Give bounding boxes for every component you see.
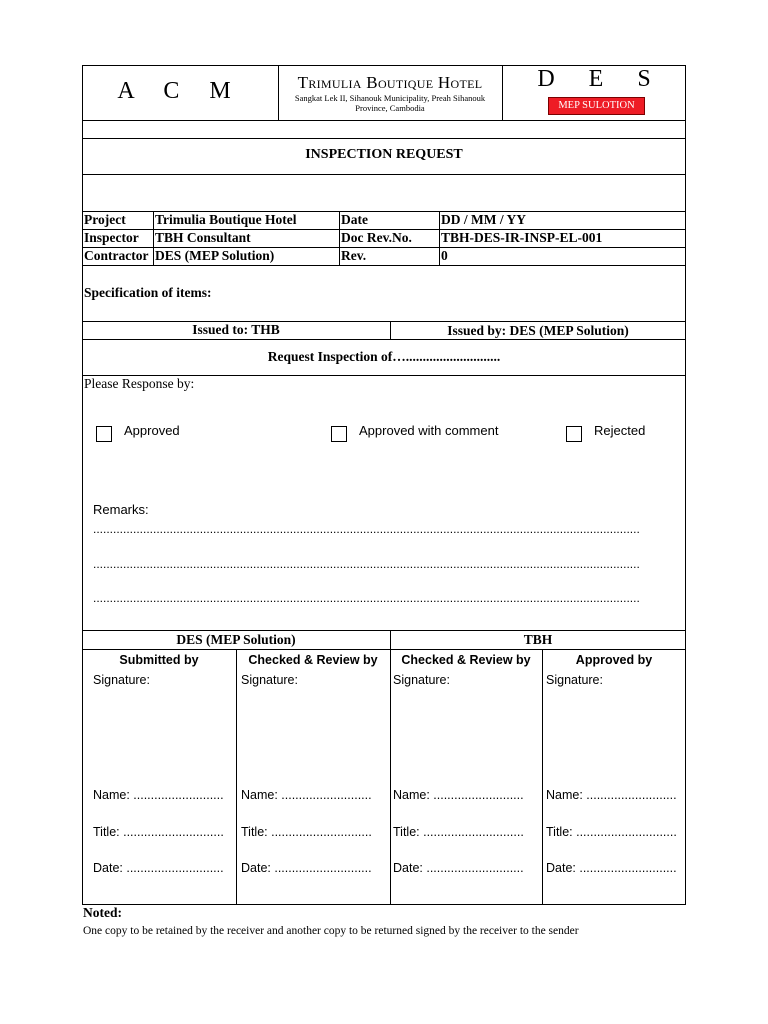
title-field[interactable]: Title: ............................. [241,825,372,839]
hotel-address-line1: Sangkat Lek II, Sihanouk Municipality, Preah Sihanouk [294,93,486,103]
name-field[interactable]: Name: .......................... [393,788,524,802]
signoff-party-des: DES (MEP Solution) [176,632,296,647]
submitted-by-heading: Submitted by [119,653,199,667]
date-value: DD / MM / YY [441,212,526,227]
approved-checkbox[interactable] [96,426,112,442]
rejected-option-label: Rejected [594,423,646,438]
issued-by: Issued by: DES (MEP Solution) [447,323,629,338]
date-field[interactable]: Date: ............................ [241,861,372,875]
response-prompt: Please Response by: [84,376,195,391]
rev-value: 0 [441,248,448,263]
title-bottom-line [82,174,686,175]
form-frame [82,65,686,905]
signature-label: Signature: [241,673,298,687]
rejected-checkbox[interactable] [566,426,582,442]
issued-bottom-line [82,339,686,340]
info-col-line-3 [439,211,440,265]
title-field[interactable]: Title: ............................. [393,825,524,839]
checked-review-heading: Checked & Review by [248,653,378,667]
name-field[interactable]: Name: .......................... [241,788,372,802]
remarks-line-2[interactable]: .................................................................................................................................................................... [93,557,640,571]
noted-text: One copy to be retained by the receiver and another copy to be returned signed by the receiver to the sender [83,925,579,937]
project-value: Trimulia Boutique Hotel [155,212,297,227]
checked-review-heading: Checked & Review by [401,653,531,667]
des-badge: MEP SULOTION [548,97,645,115]
approved-option-label: Approved [124,423,180,438]
date-field[interactable]: Date: ............................ [546,861,677,875]
project-label: Project [84,212,126,227]
signature-label: Signature: [93,673,150,687]
signature-label: Signature: [546,673,603,687]
hotel-name: Trimulia Boutique Hotel [297,73,483,92]
approved-with-comment-option-label: Approved with comment [359,423,499,438]
signoff-col-divider-3 [542,649,543,905]
approved-by-heading: Approved by [575,653,653,667]
request-inspection: Request Inspection of…............................ [267,349,501,364]
specification-label: Specification of items: [84,285,212,300]
date-label: Date [341,212,368,227]
signoff-party-line [82,649,686,650]
contractor-label: Contractor [84,248,149,263]
remarks-line-1[interactable]: .................................................................................................................................................................... [93,522,640,536]
rev-label: Rev. [341,248,367,263]
date-field[interactable]: Date: ............................ [93,861,224,875]
info-row-line-3 [82,265,686,266]
hotel-address-line2: Province, Cambodia [355,103,425,113]
title-field[interactable]: Title: ............................. [546,825,677,839]
remarks-label: Remarks: [93,502,149,517]
signoff-party-divider [390,630,391,905]
name-field[interactable]: Name: .......................... [546,788,677,802]
form-title: INSPECTION REQUEST [305,147,463,162]
issued-to: Issued to: THB [192,322,280,337]
info-col-line-1 [153,211,154,265]
inspector-value: TBH Consultant [155,230,251,245]
date-field[interactable]: Date: ............................ [393,861,524,875]
contractor-value: DES (MEP Solution) [155,248,275,263]
title-field[interactable]: Title: ............................. [93,825,224,839]
doc-rev-label: Doc Rev.No. [341,230,412,245]
doc-rev-value: TBH-DES-IR-INSP-EL-001 [441,230,603,245]
signoff-party-tbh: TBH [523,632,553,647]
remarks-line-3[interactable]: .................................................................................................................................................................... [93,591,640,605]
title-top-line [82,138,686,139]
acm-logo: A C M [117,78,243,104]
signoff-col-divider-1 [236,649,237,905]
signature-label: Signature: [393,673,450,687]
header-bottom-line [82,120,686,121]
noted-label: Noted: [83,905,122,920]
des-logo: D E S [537,66,665,92]
name-field[interactable]: Name: .......................... [93,788,224,802]
approved-with-comment-checkbox[interactable] [331,426,347,442]
inspector-label: Inspector [84,230,139,245]
info-col-line-2 [339,211,340,265]
